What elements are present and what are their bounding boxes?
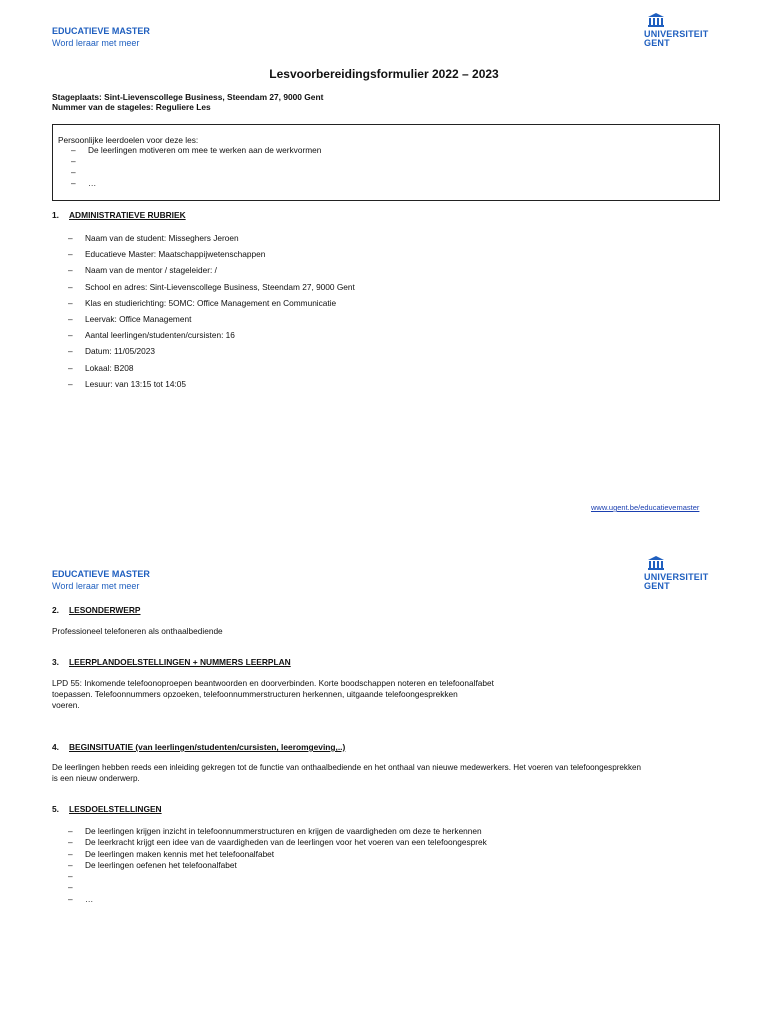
list-item: – …	[71, 178, 719, 189]
brand-tagline: Word leraar met meer	[52, 38, 140, 48]
logo-text-2: GENT	[644, 38, 670, 48]
section-1-heading	[52, 210, 186, 220]
brand-tagline: Word leraar met meer	[52, 581, 140, 591]
section-number: 5.	[52, 804, 59, 814]
section-number: 2.	[52, 605, 59, 615]
section-4-heading	[52, 742, 345, 752]
logo-text-2: GENT	[644, 581, 670, 591]
brand-title: EDUCATIEVE MASTER	[52, 569, 150, 579]
paragraph-line: De leerlingen hebben reeds een inleiding gekregen tot de functie van onthaalbediende en het onthaal van nieuwe medewerkers. Het voeren van telefoongesprekken	[52, 763, 642, 772]
page-title: Lesvoorbereidingsformulier 2022 – 2023	[269, 67, 499, 81]
section-title: ADMINISTRATIEVE RUBRIEK	[69, 210, 186, 220]
section-subtitle: (van leerlingen/studenten/cursisten, leeromgeving,..)	[133, 742, 346, 752]
brand-block-page-2	[52, 568, 150, 592]
section-3-text	[52, 678, 722, 711]
section-2-text: Professioneel telefoneren als onthaalbediende	[52, 626, 223, 636]
list-item	[68, 871, 487, 882]
list-item	[68, 882, 487, 893]
university-logo	[644, 13, 709, 48]
list-item: – School en adres: Sint-Lievenscollege Business, Steendam 27, 9000 Gent	[68, 282, 355, 298]
list-item: – …	[68, 894, 487, 905]
logo-text-1: UNIVERSITEIT	[644, 572, 709, 582]
personal-goals-box	[52, 124, 720, 201]
section-title: LEERPLANDOELSTELLINGEN + NUMMERS LEERPLAN	[69, 657, 291, 667]
meta-stageplaats: Stageplaats: Sint-Lievenscollege Business, Steendam 27, 9000 Gent	[52, 92, 324, 102]
university-building-icon	[647, 13, 665, 27]
brand-block	[52, 25, 150, 49]
list-item: – Leervak: Office Management	[68, 314, 355, 330]
list-item: – Aantal leerlingen/studenten/cursisten: 16	[68, 330, 355, 346]
paragraph-line: voeren.	[52, 700, 80, 710]
administrative-list	[68, 233, 355, 395]
brand-title: EDUCATIEVE MASTER	[52, 26, 150, 36]
footer-link[interactable]: www.ugent.be/educatievemaster	[591, 503, 700, 512]
university-building-icon	[647, 556, 665, 570]
paragraph-line: LPD 55: Inkomende telefoonoproepen beantwoorden en doorverbinden. Korte boodschappen noteren en telefoonalfabet	[52, 678, 494, 688]
list-item: – De leerlingen oefenen het telefoonalfabet	[68, 860, 487, 871]
personal-goals-label: Persoonlijke leerdoelen voor deze les:	[58, 135, 199, 145]
meta-nummer: Nummer van de stageles: Reguliere Les	[52, 102, 211, 112]
section-3-heading	[52, 657, 291, 667]
list-item	[71, 156, 719, 167]
list-item	[71, 167, 719, 178]
section-2-heading	[52, 605, 141, 615]
lesson-goals-list	[68, 826, 487, 905]
list-item: – De leerlingen krijgen inzicht in telefoonnummerstructuren en krijgen de vaardigheden om deze te herkennen	[68, 826, 487, 837]
list-item: – Lokaal: B208	[68, 363, 355, 379]
university-logo-page-2	[644, 556, 709, 591]
list-item: – Lesuur: van 13:15 tot 14:05	[68, 379, 355, 395]
list-item: – Datum: 11/05/2023	[68, 346, 355, 362]
paragraph-line: toepassen. Telefoonnummers opzoeken, telefoonnummerstructuren herkennen, uitgaande telefoongesprekken	[52, 689, 458, 699]
personal-goals-list	[53, 145, 719, 189]
section-title: LESONDERWERP	[69, 605, 141, 615]
list-item: – De leerkracht krijgt een idee van de vaardigheden van de leerlingen voor het voeren van een telefoongesprek	[68, 837, 487, 848]
logo-text-1: UNIVERSITEIT	[644, 29, 709, 39]
section-title: BEGINSITUATIE	[69, 742, 134, 752]
meta-block	[52, 92, 323, 112]
list-item: – De leerlingen maken kennis met het telefoonalfabet	[68, 849, 487, 860]
list-item: – Educatieve Master: Maatschappijwetenschappen	[68, 249, 355, 265]
paragraph-line: is een nieuw onderwerp.	[52, 774, 140, 783]
list-item: – De leerlingen motiveren om mee te werken aan de werkvormen	[71, 145, 719, 156]
list-item: – Klas en studierichting: 5OMC: Office Management en Communicatie	[68, 298, 355, 314]
section-number: 1.	[52, 210, 59, 220]
section-title: LESDOELSTELLINGEN	[69, 804, 162, 814]
section-number: 4.	[52, 742, 59, 752]
section-5-heading	[52, 804, 162, 814]
section-number: 3.	[52, 657, 59, 667]
list-item: – Naam van de mentor / stageleider: /	[68, 265, 355, 281]
list-item: – Naam van de student: Misseghers Jeroen	[68, 233, 355, 249]
section-4-text	[52, 762, 732, 784]
